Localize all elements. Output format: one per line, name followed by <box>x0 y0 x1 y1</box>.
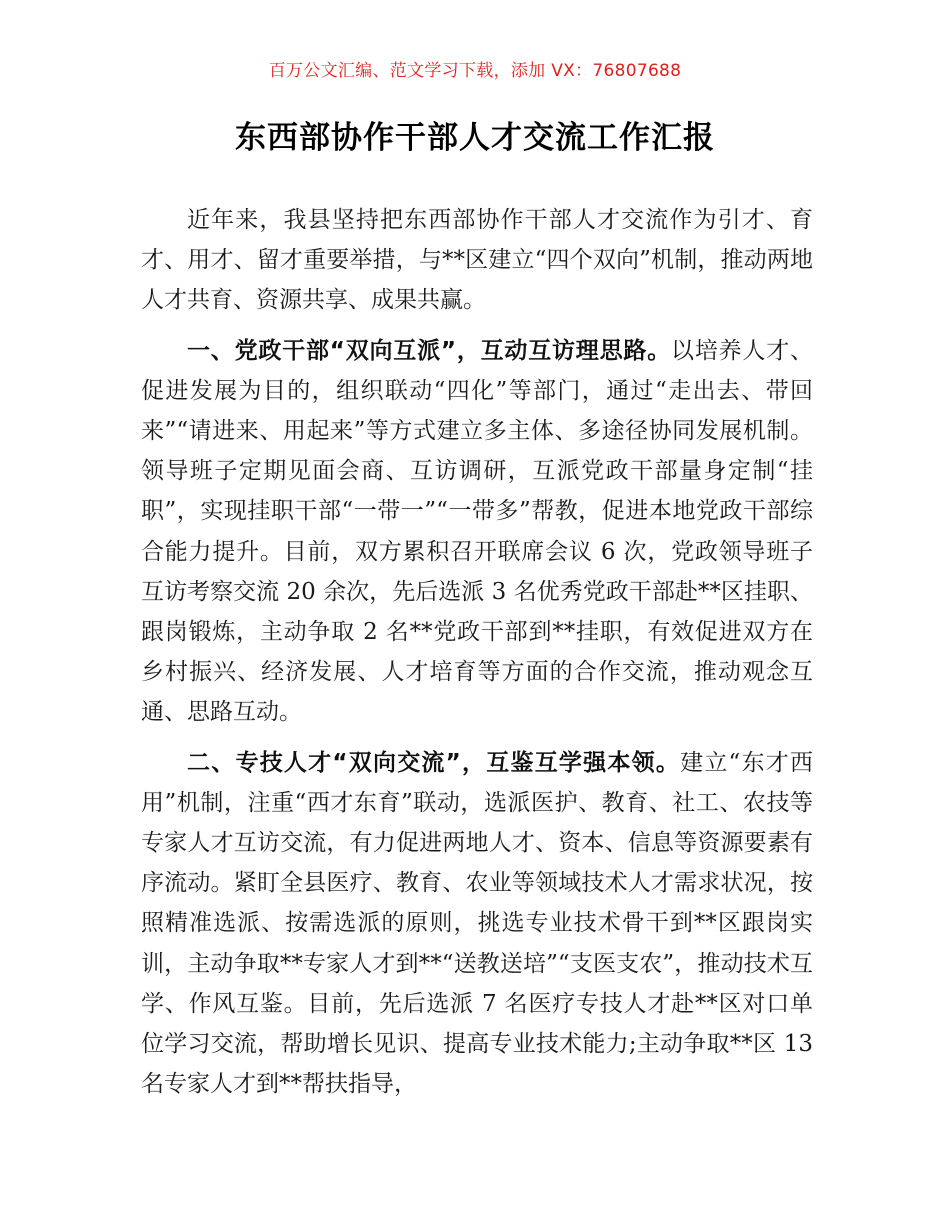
paragraph-text: 近年来，我县坚持把东西部协作干部人才交流作为引才、育才、用才、留才重要举措，与**区建立“四个双向”机制，推动两地人才共育、资源共享、成果共赢。 <box>141 207 813 314</box>
paragraph-text: 以培养人才、促进发展为目的，组织联动“四化”等部门，通过“走出去、带回来”“请进来、用起来”等方式建立多主体、多途径协同发展机制。领导班子定期见面会商、互访调研，互派党政干部量身定制“挂职”，实现挂职干部“一带一”“一带多”帮教，促进本地党政干部综合能力提升。目前，双方累积召开联席会议 6 次，党政领导班子互访考察交流 20 余次，先后选派 3 名优秀党政干部赴**区挂职、跟岗锻炼，主动争取 2 名**党政干部到**挂职，有效促进双方在乡村振兴、经济发展、人才培育等方面的合作交流，推动观念互通、思路互动。 <box>141 337 814 726</box>
paragraph-section-2 <box>141 743 813 1105</box>
paragraph-text: 建立“东才西用”机制，注重“西才东育”联动，选派医护、教育、社工、农技等专家人才互访交流，有力促进两地人才、资本、信息等资源要素有序流动。紧盯全县医疗、教育、农业等领域技术人才需求状况，按照精准选派、按需选派的原则，挑选专业技术骨干到**区跟岗实训，主动争取**专家人才到**“送教送培”“支医支农”，推动技术互学、作风互鉴。目前，先后选派 7 名医疗专技人才赴**区对口单位学习交流，帮助增长见识、提高专业技术能力;主动争取**区 13 名专家人才到**帮扶指导， <box>141 749 814 1098</box>
paragraph-section-1 <box>141 331 813 733</box>
section-heading: 二、专技人才“双向交流”，互鉴互学强本领。 <box>187 749 681 776</box>
document-body <box>141 200 813 1114</box>
section-heading: 一、党政干部“双向互派”，互动互访理思路。 <box>187 337 672 364</box>
header-watermark-note: 百万公文汇编、范文学习下载，添加 VX：76807688 <box>268 61 682 81</box>
paragraph-intro <box>141 200 813 321</box>
page-title: 东西部协作干部人才交流工作汇报 <box>235 120 715 156</box>
